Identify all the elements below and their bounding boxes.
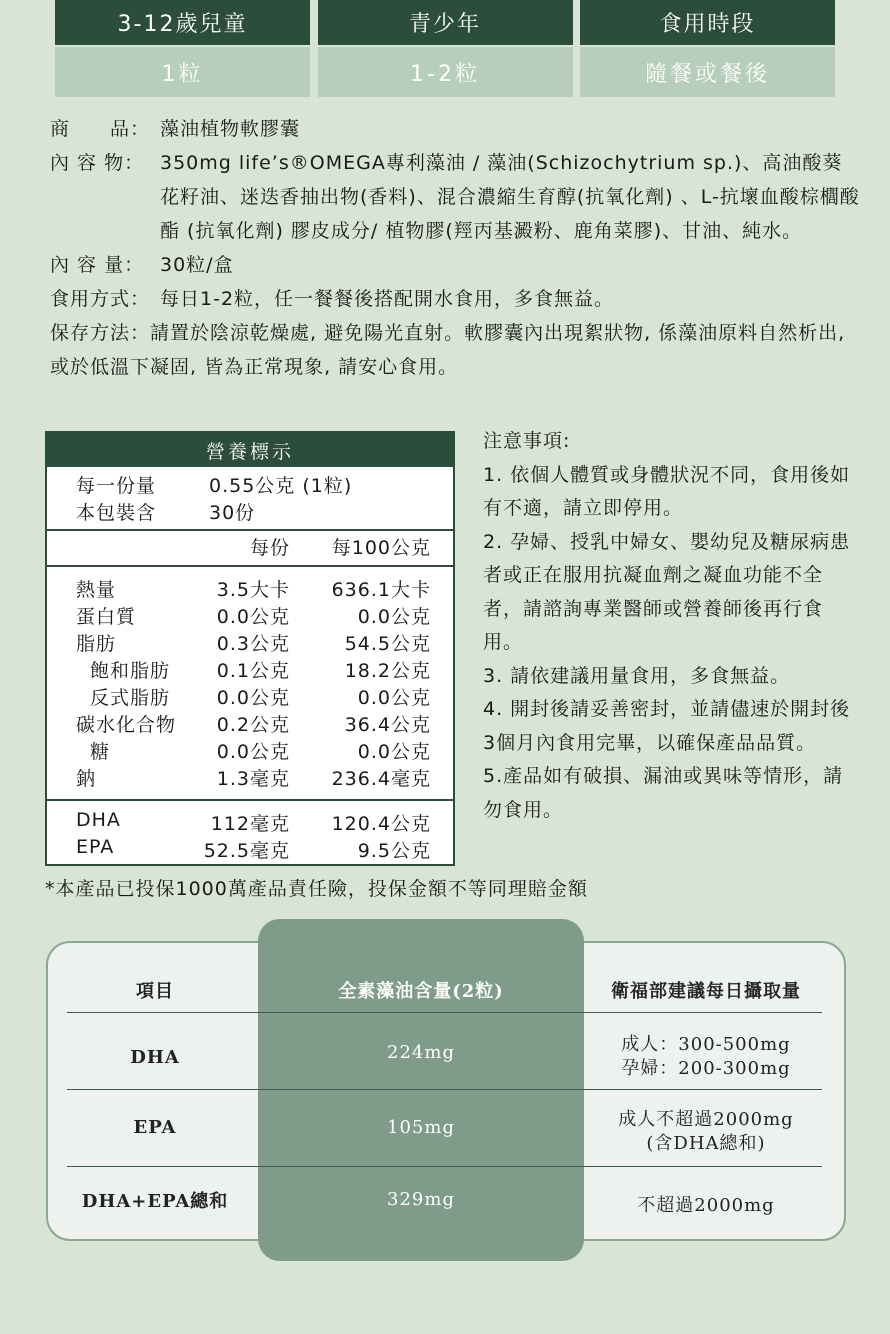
nutrient-per-serving: 0.0公克 [216,741,290,763]
serving-size-value: 0.55公克 (1粒) [209,475,353,497]
nutrient-per-100g: 18.2公克 [344,660,431,682]
nutrient-name: 熱量 [76,579,117,601]
nutrient-per-100g: 36.4公克 [344,714,431,736]
divider [67,1166,822,1167]
nutrient-per-serving: 52.5毫克 [203,840,290,862]
dosage-table [55,0,835,97]
serving-size-row [47,471,453,498]
nutrient-row [47,656,453,683]
quantity-value: 30粒/盒 [160,254,234,276]
row-item: EPA [133,1117,177,1138]
dosage-header-teen: 青少年 [318,0,573,45]
nutrient-per-100g: 120.4公克 [331,813,431,835]
nutrition-title: 營養標示 [47,433,453,467]
product-value: 藻油植物軟膠囊 [160,118,301,140]
nutrient-rows [47,575,453,791]
nutrient-per-serving: 0.0公克 [216,687,290,709]
nutrient-row [47,710,453,737]
storage-value: 請置於陰涼乾燥處, 避免陽光直射。軟膠囊內出現絮狀物, 係藻油原料自然析出, 或於低溫下凝固, 皆為正常現象, 請安心食用。 [50,322,846,378]
usage-value: 每日1-2粒，任一餐餐後搭配開水食用，多食無益。 [160,288,615,310]
notes-title: 注意事項: [483,430,571,452]
quantity-row [50,248,860,282]
nutrient-per-100g: 0.0公克 [357,606,431,628]
usage-row [50,282,860,316]
nutrient-per-100g: 0.0公克 [357,741,431,763]
note-item: 5.產品如有破損、漏油或異味等情形，請勿食用。 [483,765,844,821]
row-content: 329mg [387,1189,455,1210]
header-item: 項目 [136,981,174,1002]
nutrient-per-serving: 0.1公克 [216,660,290,682]
dosage-value-children: 1粒 [55,47,310,97]
col-per-100g: 每100公克 [331,537,431,559]
product-name-row [50,112,860,146]
dosage-value-time: 隨餐或餐後 [580,47,835,97]
row-recommended: 成人：300-500mg [621,1034,791,1055]
nutrient-per-serving: 0.3公克 [216,633,290,655]
nutrient-name: 脂肪 [76,633,117,655]
storage-label: 保存方法： [50,322,151,344]
row-item: DHA [130,1047,180,1068]
nutrient-name: 飽和脂肪 [90,660,171,682]
nutrient-row [47,737,453,764]
nutrient-name: 反式脂肪 [90,687,171,709]
serving-size-label: 每一份量 [76,475,157,497]
nutrient-per-100g: 236.4毫克 [331,768,431,790]
nutrient-per-serving: 112毫克 [210,813,290,835]
row-item: DHA+EPA總和 [81,1191,229,1212]
nutrient-name: 糖 [90,741,111,763]
nutrient-per-100g: 636.1大卡 [331,579,431,601]
row-recommended: 不超過2000mg [637,1195,775,1216]
nutrient-name: 碳水化合物 [76,714,177,736]
nutrient-per-serving: 0.2公克 [216,714,290,736]
dosage-value-teen: 1-2粒 [318,47,573,97]
dosage-header-time: 食用時段 [580,0,835,45]
nutrient-per-100g: 0.0公克 [357,687,431,709]
notes-section [483,425,853,827]
note-item: 1. 依個人體質或身體狀況不同，食用後如有不適，請立即停用。 [483,463,851,519]
nutrient-per-serving: 3.5大卡 [216,579,290,601]
header-recommended: 衛福部建議每日攝取量 [611,981,801,1002]
nutrient-per-100g: 54.5公克 [344,633,431,655]
row-recommended: 成人不超過2000mg [618,1109,794,1130]
col-per-serving: 每份 [249,537,290,559]
contents-value: 350mg life’s®OMEGA專利藻油 / 藻油(Schizochytrium sp.)、高油酸葵花籽油、迷迭香抽出物(香料)、混合濃縮生育醇(抗氧化劑) 、L-抗壞血酸棕櫚酸酯 (抗氧化劑) 膠皮成分/ 植物膠(羥丙基澱粉、鹿角菜膠)、甘油、純水。 [160,152,860,242]
servings-label: 本包裝含 [76,502,157,524]
row-content: 105mg [387,1117,455,1138]
storage-row [50,316,860,384]
nutrient-name: 鈉 [76,768,97,790]
nutrient-row [47,629,453,656]
epa-row [47,836,453,863]
dosage-header-children: 3-12歲兒童 [55,0,310,45]
divider [67,1012,822,1013]
contents-label: 內 容 物： [50,152,145,174]
product-label: 商 品： [50,118,151,140]
nutrition-table [45,431,455,866]
nutrient-per-100g: 9.5公克 [357,840,431,862]
column-header-row [47,531,453,565]
nutrient-row [47,575,453,602]
nutrient-name: DHA [76,809,121,831]
row-recommended-2: (含DHA總和) [646,1133,766,1154]
note-item: 2. 孕婦、授乳中婦女、嬰幼兒及糖尿病患者或正在服用抗凝血劑之凝血功能不全者，請諮詢專業醫師或營養師後再行食用。 [483,530,851,653]
nutrient-row [47,764,453,791]
divider [67,1089,822,1090]
note-item: 4. 開封後請妥善密封，並請儘速於開封後3個月內食用完畢，以確保產品品質。 [483,698,851,754]
note-item: 3. 請依建議用量食用，多食無益。 [483,664,791,687]
nutrient-per-serving: 1.3毫克 [216,768,290,790]
nutrient-row [47,683,453,710]
nutrient-name: 蛋白質 [76,606,137,628]
nutrient-name: EPA [76,836,115,858]
nutrient-row [47,602,453,629]
nutrient-per-serving: 0.0公克 [216,606,290,628]
header-content: 全素藻油含量(2粒) [338,981,504,1002]
dha-row [47,809,453,836]
quantity-label: 內 容 量： [50,254,145,276]
row-content: 224mg [387,1042,455,1063]
servings-value: 30份 [209,502,256,524]
usage-label: 食用方式： [50,288,151,310]
product-info [50,112,860,384]
contents-row [50,146,860,248]
row-recommended-2: 孕婦：200-300mg [621,1058,791,1079]
insurance-footnote: *本產品已投保1000萬產品責任險，投保金額不等同理賠金額 [45,878,588,900]
servings-row [47,498,453,525]
